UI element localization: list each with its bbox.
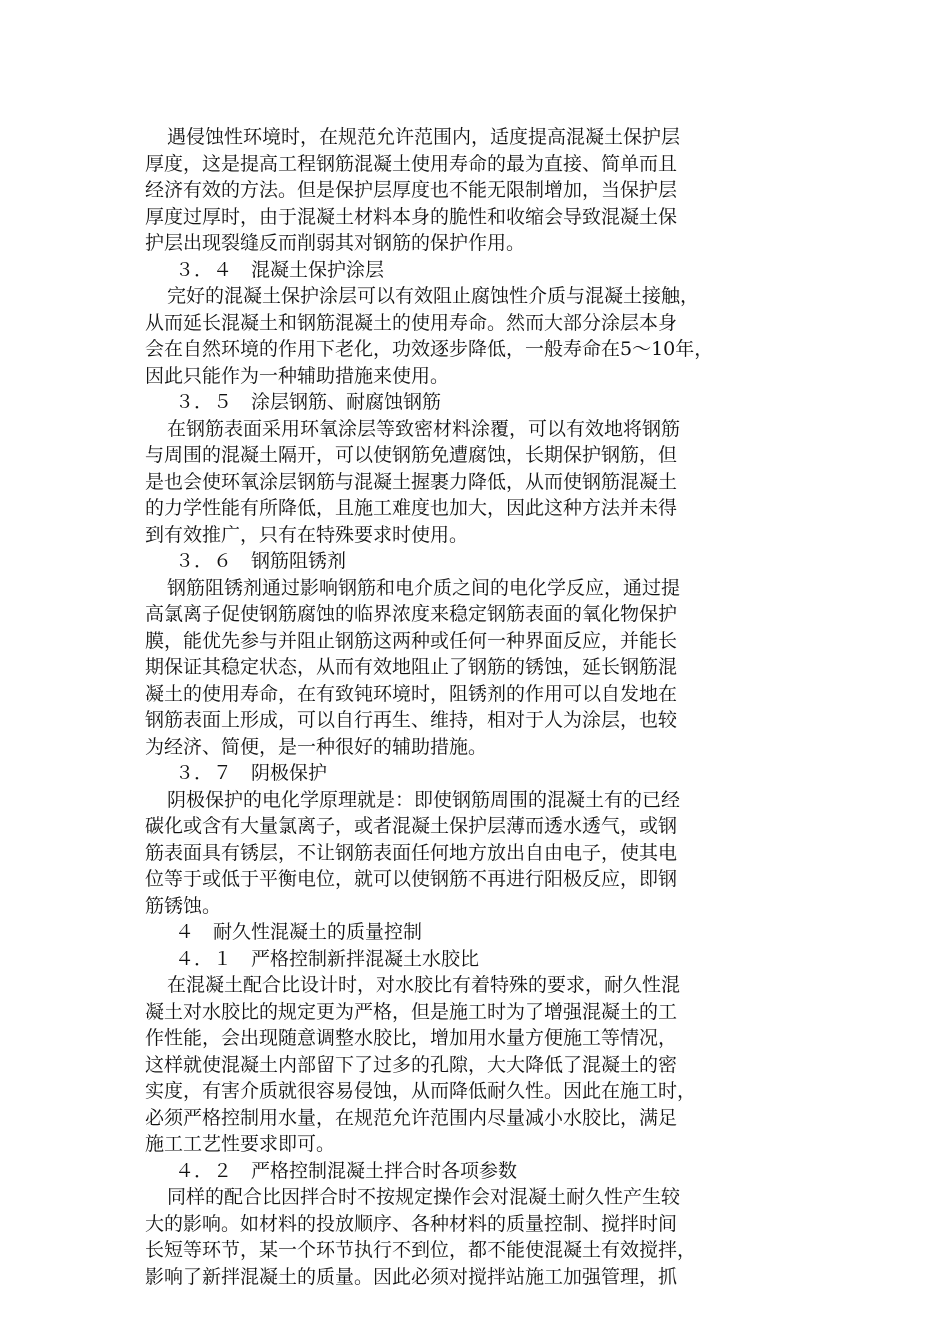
paragraph-line: 在混凝土配合比设计时，对水胶比有着特殊的要求，耐久性混 <box>167 974 681 996</box>
paragraph-line: 影响了新拌混凝土的质量。因此必须对搅拌站施工加强管理，抓 <box>145 1265 678 1288</box>
paragraph-line: 钢筋表面上形成，可以自行再生、维持，相对于人为涂层，也较 <box>145 709 678 731</box>
paragraph-line: 作性能，会出现随意调整水胶比，增加用水量方便施工等情况， <box>145 1027 678 1049</box>
paragraph-line: 大的影响。如材料的投放顺序、各种材料的质量控制、搅拌时间 <box>145 1212 678 1235</box>
paragraph-line: 高氯离子促使钢筋腐蚀的临界浓度来稳定钢筋表面的氧化物保护 <box>145 603 678 625</box>
section-heading: ３．６ 钢筋阻锈剂 <box>175 550 347 572</box>
paragraph-line: 筋锈蚀。 <box>145 894 222 917</box>
paragraph-line: 因此只能作为一种辅助措施来使用。 <box>145 364 450 387</box>
paragraph-line: 长短等环节，某一个环节执行不到位，都不能使混凝土有效搅拌， <box>145 1239 697 1261</box>
paragraph-line: 凝土对水胶比的规定更为严格，但是施工时为了增强混凝土的工 <box>145 1000 678 1023</box>
paragraph-line: 厚度过厚时，由于混凝土材料本身的脆性和收缩会导致混凝土保 <box>145 205 678 228</box>
paragraph-line: 遇侵蚀性环境时，在规范允许范围内，适度提高混凝土保护层 <box>167 126 681 148</box>
paragraph-line: 阴极保护的电化学原理就是：即使钢筋周围的混凝土有的已经 <box>167 788 681 811</box>
section-heading: ３．４ 混凝土保护涂层 <box>175 258 385 281</box>
paragraph-line: 这样就使混凝土内部留下了过多的孔隙，大大降低了混凝土的密 <box>145 1053 678 1076</box>
paragraph-line: 实度，有害介质就很容易侵蚀，从而降低耐久性。因此在施工时， <box>145 1080 697 1102</box>
paragraph-line: 到有效推广，只有在特殊要求时使用。 <box>145 523 469 546</box>
section-heading: ４ 耐久性混凝土的质量控制 <box>175 921 423 943</box>
paragraph-line: 碳化或含有大量氯离子，或者混凝土保护层薄而透水透气，或钢 <box>145 815 678 837</box>
section-heading: ４．２ 严格控制混凝土拌合时各项参数 <box>175 1159 518 1182</box>
paragraph-line: 同样的配合比因拌合时不按规定操作会对混凝土耐久性产生较 <box>167 1186 681 1208</box>
paragraph-line: 位等于或低于平衡电位，就可以使钢筋不再进行阳极反应，即钢 <box>145 868 678 890</box>
paragraph-line: 期保证其稳定状态，从而有效地阻止了钢筋的锈蚀，延长钢筋混 <box>145 656 678 678</box>
paragraph-line: 筋表面具有锈层，不让钢筋表面任何地方放出自由电子，使其电 <box>145 841 678 864</box>
paragraph-line: 会在自然环境的作用下老化，功效逐步降低，一般寿命在5～10年， <box>145 338 714 360</box>
section-heading: ３．７ 阴极保护 <box>175 762 328 784</box>
paragraph-line: 必须严格控制用水量，在规范允许范围内尽量减小水胶比，满足 <box>145 1106 678 1129</box>
paragraph-line: 膜，能优先参与并阻止钢筋这两种或任何一种界面反应，并能长 <box>145 629 678 652</box>
paragraph-line: 钢筋阻锈剂通过影响钢筋和电介质之间的电化学反应，通过提 <box>167 576 681 599</box>
paragraph-line: 厚度，这是提高工程钢筋混凝土使用寿命的最为直接、简单而且 <box>145 152 678 175</box>
paragraph-line: 施工工艺性要求即可。 <box>145 1133 336 1155</box>
paragraph-line: 在钢筋表面采用环氧涂层等致密材料涂覆，可以有效地将钢筋 <box>167 417 681 440</box>
paragraph-line: 从而延长混凝土和钢筋混凝土的使用寿命。然而大部分涂层本身 <box>145 311 678 334</box>
paragraph-line: 凝土的使用寿命，在有致钝环境时，阻锈剂的作用可以自发地在 <box>145 682 678 705</box>
paragraph-line: 是也会使环氧涂层钢筋与混凝土握裹力降低，从而使钢筋混凝土 <box>145 470 678 493</box>
paragraph-line: 护层出现裂缝反而削弱其对钢筋的保护作用。 <box>145 232 526 254</box>
paragraph-line: 与周围的混凝土隔开，可以使钢筋免遭腐蚀，长期保护钢筋，但 <box>145 444 678 466</box>
paragraph-line: 完好的混凝土保护涂层可以有效阻止腐蚀性介质与混凝土接触， <box>167 285 700 307</box>
paragraph-line: 的力学性能有所降低，且施工难度也加大，因此这种方法并未得 <box>145 497 678 519</box>
paragraph-line: 为经济、简便，是一种很好的辅助措施。 <box>145 735 488 758</box>
document-body <box>145 124 810 1290</box>
section-heading: ４．１ 严格控制新拌混凝土水胶比 <box>175 947 480 970</box>
section-heading: ３．５ 涂层钢筋、耐腐蚀钢筋 <box>175 391 442 413</box>
paragraph-line: 经济有效的方法。但是保护层厚度也不能无限制增加，当保护层 <box>145 179 678 201</box>
